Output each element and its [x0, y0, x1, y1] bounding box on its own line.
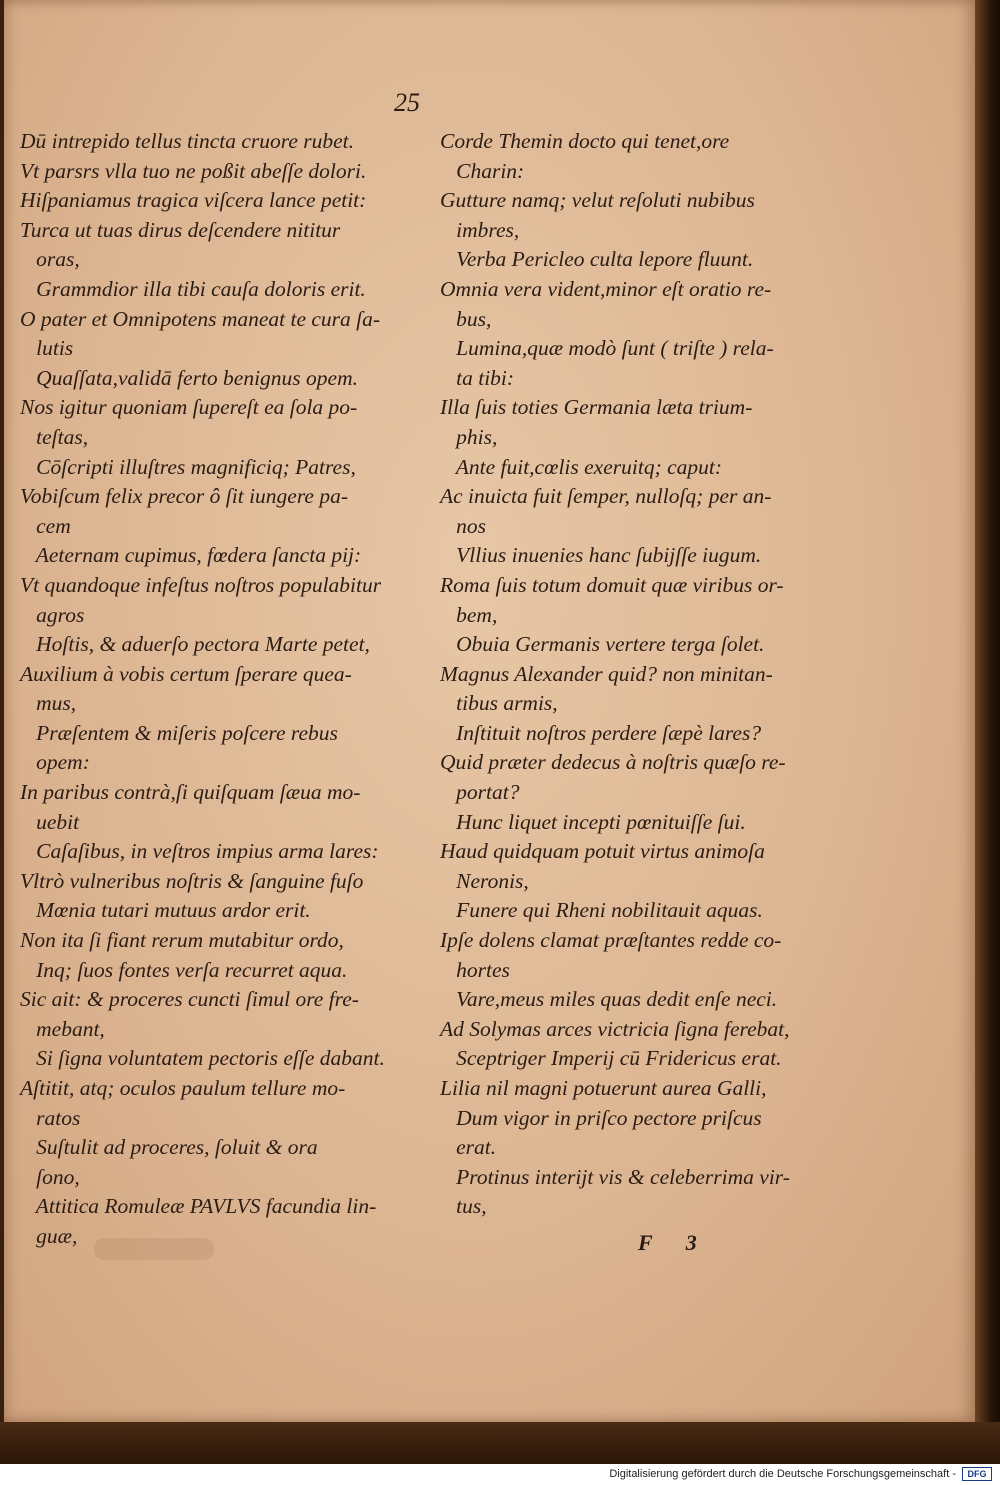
ink-smudge	[94, 1238, 214, 1260]
right-text-column	[440, 127, 812, 1222]
verse-line: ratos	[20, 1105, 81, 1130]
verse-line: opem:	[20, 750, 90, 775]
verse-line: uebit	[20, 809, 80, 834]
verse-line: ſono,	[20, 1164, 80, 1189]
verse-line: Charin:	[440, 158, 525, 183]
left-text-column	[20, 127, 440, 1252]
verse-line: In paribus contrà,ſi quiſquam ſæua mo-	[20, 780, 361, 805]
verse-line: Grammdior illa tibi cauſa doloris erit.	[20, 276, 366, 301]
verse-line: Cōſcripti illuſtres magnificiq; Patres,	[20, 454, 356, 479]
verse-line: imbres,	[440, 217, 520, 242]
verse-line: Dū intrepido tellus tincta cruore rubet.	[20, 129, 355, 153]
verse-line: tibus armis,	[440, 691, 558, 716]
verse-line: Hiſpaniamus tragica viſcera lance petit:	[20, 188, 367, 213]
credit-bar	[0, 1464, 1000, 1485]
verse-line: hortes	[440, 957, 510, 982]
verse-line: erat.	[440, 1135, 497, 1160]
verse-line: Quid præter dedecus à noſtris quæſo re-	[440, 750, 786, 775]
verse-line: Quaſſata,validā ferto benignus opem.	[20, 365, 358, 390]
verse-line: Hoſtis, & aduerſo pectora Marte petet,	[20, 632, 370, 657]
page-edge	[975, 0, 1000, 1464]
verse-line: Lilia nil magni potuerunt aurea Galli,	[440, 1076, 767, 1100]
scan-bottom-band	[0, 1422, 1000, 1464]
verse-line: Vt parsrs vlla tuo ne poßit abeſſe dolori.	[20, 158, 367, 183]
book-page	[4, 0, 975, 1422]
verse-line: Præſentem & miſeris poſcere rebus	[20, 720, 338, 745]
verse-line: oras,	[20, 247, 80, 272]
verse-line: Ipſe dolens clamat præſtantes redde co-	[440, 928, 782, 953]
verse-line: Funere qui Rheni nobilitauit aquas.	[440, 898, 763, 923]
verse-line: Protinus interijt vis & celeberrima vir-	[440, 1164, 790, 1189]
verse-line: cem	[20, 513, 71, 538]
verse-line: Vltrò vulneribus noſtris & ſanguine fuſo	[20, 868, 364, 893]
dfg-logo: DFG	[962, 1467, 992, 1481]
verse-line: Gutture namq; velut reſoluti nubibus	[440, 188, 755, 213]
verse-line: Vt quandoque infeſtus noſtros populabitur	[20, 572, 382, 597]
verse-line: agros	[20, 602, 85, 627]
verse-line: Suſtulit ad proceres, ſoluit & ora	[20, 1135, 318, 1160]
verse-line: Sceptriger Imperij cū Fridericus erat.	[440, 1046, 782, 1071]
verse-line: Vllius inuenies hanc ſubijſſe iugum.	[440, 543, 762, 568]
verse-line: Nos igitur quoniam ſupereſt ea ſola po-	[20, 395, 358, 420]
verse-line: mus,	[20, 691, 77, 716]
verse-line: Omnia vera vident,minor eſt oratio re-	[440, 276, 772, 301]
credit-text: Digitalisierung gefördert durch die Deutsche Forschungsgemeinschaft -	[609, 1468, 956, 1480]
verse-line: Auxilium à vobis certum ſperare quea-	[20, 661, 352, 686]
verse-line: Ac inuicta fuit ſemper, nulloſq; per an-	[440, 484, 772, 509]
page-number: 25	[394, 88, 420, 117]
verse-line: Hunc liquet incepti pœnituiſſe ſui.	[440, 809, 746, 834]
verse-line: Dum vigor in priſco pectore priſcus	[440, 1105, 762, 1130]
verse-line: Illa ſuis toties Germania læta trium-	[440, 395, 753, 420]
verse-line: bem,	[440, 602, 498, 627]
signature-mark: F 3	[638, 1230, 711, 1255]
verse-line: Inq; ſuos fontes verſa recurret aqua.	[20, 957, 348, 982]
verse-line: lutis	[20, 336, 74, 361]
verse-line: nos	[440, 513, 486, 538]
verse-line: Aeternam cupimus, fœdera ſancta pij:	[20, 543, 362, 568]
verse-line: Aſtitit, atq; oculos paulum tellure mo-	[20, 1076, 346, 1100]
verse-line: Attitica Romuleæ PAVLVS facundia lin-	[20, 1194, 377, 1219]
verse-line: Lumina,quæ modò ſunt ( triſte ) rela-	[440, 336, 774, 361]
verse-line: Mœnia tutari mutuus ardor erit.	[20, 898, 311, 923]
verse-line: Inſtituit noſtros perdere ſæpè lares?	[440, 720, 762, 745]
verse-line: guæ,	[20, 1223, 78, 1248]
verse-line: tus,	[440, 1194, 487, 1219]
verse-line: Ad Solymas arces victricia ſigna ferebat,	[440, 1016, 790, 1041]
verse-line: Vobiſcum felix precor ô ſit iungere pa-	[20, 484, 349, 509]
verse-line: Sic ait: & proceres cuncti ſimul ore fre-	[20, 987, 359, 1012]
verse-line: Turca ut tuas dirus deſcendere nititur	[20, 217, 341, 242]
verse-line: Haud quidquam potuit virtus animoſa	[440, 839, 765, 864]
verse-line: Magnus Alexander quid? non minitan-	[440, 661, 773, 686]
verse-line: bus,	[440, 306, 492, 331]
verse-line: Caſaſibus, in veſtros impius arma lares:	[20, 839, 379, 864]
verse-line: Verba Pericleo culta lepore fluunt.	[440, 247, 754, 272]
verse-line: Si ſigna voluntatem pectoris eſſe dabant.	[20, 1046, 385, 1071]
verse-line: phis,	[440, 424, 498, 449]
verse-line: Roma ſuis totum domuit quæ viribus or-	[440, 572, 784, 597]
verse-line: Non ita ſi fiant rerum mutabitur ordo,	[20, 928, 344, 953]
verse-line: ta tibi:	[440, 365, 515, 390]
verse-line: mebant,	[20, 1016, 105, 1041]
verse-line: teſtas,	[20, 424, 89, 449]
verse-line: Corde Themin docto qui tenet,ore	[440, 129, 730, 153]
verse-line: Neronis,	[440, 868, 529, 893]
verse-line: Vare,meus miles quas dedit enſe neci.	[440, 987, 778, 1012]
verse-line: Ante fuit,cœlis exeruitq; caput:	[440, 454, 723, 479]
verse-line: portat?	[440, 780, 520, 805]
verse-line: O pater et Omnipotens maneat te cura ſa-	[20, 306, 381, 331]
verse-line: Obuia Germanis vertere terga ſolet.	[440, 632, 765, 657]
